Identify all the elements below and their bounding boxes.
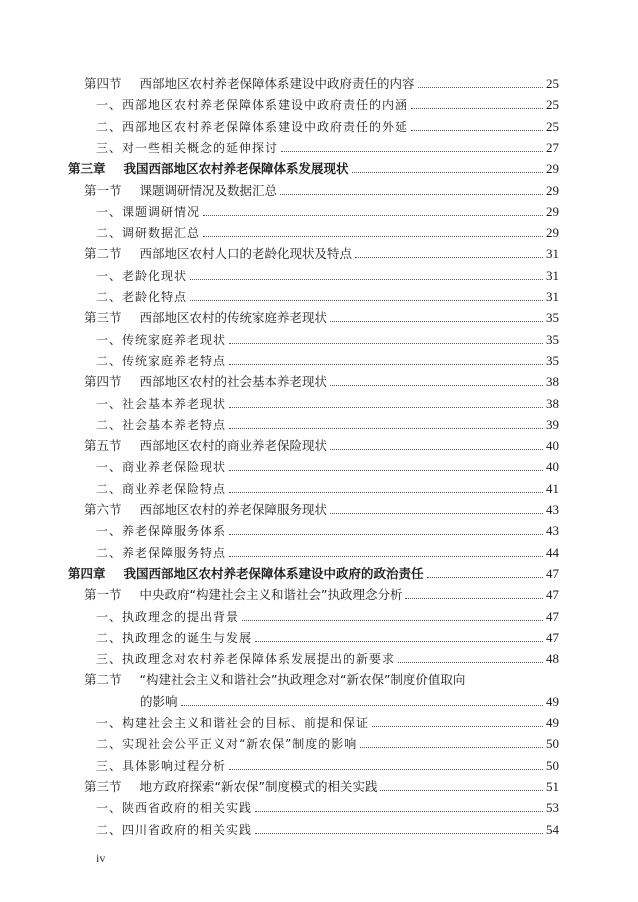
toc-entry-title: 一、西部地区农村养老保障体系建设中政府责任的内涵 [96,98,409,113]
toc-entry-text [96,545,226,561]
toc-entry-title: 二、执政理念的诞生与发展 [96,630,253,645]
toc-section-entry [84,775,559,795]
dot-leader [190,279,543,280]
toc-section-entry [84,370,559,390]
toc-entry-text [96,459,226,475]
toc-section-entry [140,690,559,710]
toc-entry-title: 三、执政理念对农村养老保障体系发展提出的新要求 [96,652,396,667]
toc-page-number: 35 [546,331,559,347]
toc-entry-number: 第三节 [84,778,122,794]
toc-entry-number: 第二节 [84,672,122,688]
toc-entry-title: 西部地区农村的社会基本养老现状 [139,374,328,390]
toc-page-number: 49 [546,693,559,709]
toc-entry-text [96,140,278,156]
toc-page-number: 38 [546,374,559,390]
toc-entry-title: 一、传统家庭养老现状 [96,332,227,347]
toc-page-number: 43 [546,502,559,517]
toc-entry-text [96,353,226,369]
toc-page-number: 25 [546,97,559,113]
toc-item-entry [96,221,559,241]
toc-page-number: 27 [546,139,559,155]
dot-leader [281,151,543,152]
toc-entry-text [84,587,402,603]
toc-section-entry [84,179,559,199]
toc-page-number: 43 [546,523,559,539]
toc-page-number: 31 [546,289,559,304]
toc-page-number: 47 [546,629,559,645]
toc-entry-title: 一、老龄化现状 [96,268,188,283]
toc-entry-text [96,396,226,412]
toc-entry-title: “构建社会主义和谐社会”执政理念对“新农保”制度价值取向 [139,672,466,688]
toc-entry-text [84,183,277,199]
toc-page-number: 50 [546,757,559,773]
toc-entry-number: 第三节 [84,310,122,326]
dot-leader [255,641,543,642]
dot-leader [229,769,543,770]
toc-page-number: 40 [546,438,559,454]
dot-leader [229,428,543,429]
toc-item-entry [96,647,559,667]
toc-section-entry [84,72,559,92]
toc-entry-title: 西部地区农村人口的老龄化现状及特点 [139,246,353,262]
toc-entry-text [96,800,252,816]
toc-item-entry [96,711,559,731]
toc-page-number: 35 [546,352,559,368]
dot-leader [411,130,543,131]
toc-item-entry [96,626,559,646]
toc-page-number: 54 [546,821,559,837]
toc-entry-title: 一、执政理念的提出背景 [96,609,240,624]
toc-item-entry [96,519,559,539]
toc-entry-text [84,76,415,92]
toc-section-entry [84,242,559,262]
toc-item-entry [96,136,559,156]
toc-page-number: 25 [546,118,559,134]
dot-leader [255,811,543,812]
toc-page-number: 35 [546,310,559,326]
dot-leader [229,492,543,493]
dot-leader [427,577,543,578]
toc-entry-title: 西部地区农村的养老保障服务现状 [139,502,328,517]
toc-entry-text [96,715,369,731]
toc-entry-text [96,417,226,433]
toc-item-entry [96,328,559,348]
toc-page-number: 51 [546,778,559,794]
toc-entry-title: 一、课题调研情况 [96,204,201,219]
toc-item-entry [96,455,559,475]
toc-item-entry [96,285,559,305]
toc-item-entry [96,413,559,433]
toc-page-number: 29 [546,203,559,219]
toc-entry-number: 第三章 [68,161,106,177]
toc-page-number: 31 [546,246,559,262]
toc-entry-text [84,502,327,518]
toc-entry-text [140,694,178,710]
toc-entry-text [96,736,357,752]
toc-entry-text [96,119,408,135]
toc-item-entry [96,605,559,625]
toc-entry-title: 一、养老保障服务体系 [96,524,227,539]
toc-entry-title: 西部地区农村的传统家庭养老现状 [139,310,328,326]
dot-leader [229,364,543,365]
dot-leader [372,726,543,727]
dot-leader [330,513,543,514]
toc-chapter-entry [68,157,559,177]
toc-entry-text [84,246,352,262]
dot-leader [330,321,543,322]
toc-entry-title: 一、商业养老保险现状 [96,460,227,475]
dot-leader [229,534,543,535]
toc-entry-text [84,374,327,390]
dot-leader [203,215,543,216]
toc-entry-number: 第二节 [84,246,122,262]
page-number-footer: iv [96,851,106,865]
toc-entry-title: 我国西部地区农村养老保障体系建设中政府的政治责任 [123,565,424,581]
toc-page-number: 47 [546,587,559,603]
toc-item-entry [96,541,559,561]
dot-leader [418,87,543,88]
toc-entry-text [96,822,252,838]
dot-leader [330,449,543,450]
toc-entry-title: 二、西部地区农村养老保障体系建设中政府责任的外延 [96,119,409,134]
toc-page-number: 29 [546,182,559,198]
toc-entry-text [96,630,252,646]
toc-entry-title: 二、传统家庭养老特点 [96,353,227,368]
toc-section-entry [84,306,559,326]
toc-entry-text [96,97,408,113]
dot-leader [190,300,543,301]
dot-leader [229,407,543,408]
toc-entry-number: 第五节 [84,438,122,454]
toc-entry-text [96,332,226,348]
toc-page-number: 38 [546,395,559,411]
dot-leader [280,194,543,195]
dot-leader [203,236,543,237]
toc-entry-title: 三、对一些相关概念的延伸探讨 [96,140,279,155]
toc-entry-title: 一、构建社会主义和谐社会的目标、前提和保证 [96,716,370,730]
dot-leader [229,470,543,471]
dot-leader [380,790,543,791]
toc-page-number: 29 [546,161,559,177]
toc-entry-text [96,481,226,497]
toc-chapter-entry [68,562,559,582]
toc-entry-title: 一、陕西省政府的相关实践 [96,801,253,816]
toc-page-number: 39 [546,416,559,432]
dot-leader [360,747,543,748]
toc-item-entry [96,818,559,838]
toc-item-entry [96,349,559,369]
toc-entry-title: 二、社会基本养老特点 [96,417,227,432]
toc-entry-title: 地方政府探索“新农保”制度模式的相关实践 [139,778,378,794]
dot-leader [255,833,543,834]
toc-entry-text [84,672,465,688]
dot-leader [355,257,543,258]
toc-entry-text [68,566,424,582]
toc-entry-title: 二、商业养老保险特点 [96,481,227,496]
toc-entry-title: 一、社会基本养老现状 [96,396,227,411]
toc-section-entry [84,434,559,454]
toc-page-number: 53 [546,800,559,816]
toc-page-number: 49 [546,715,559,730]
toc-item-entry [96,754,559,774]
toc-page-number: 47 [546,608,559,624]
toc-item-entry [96,115,559,135]
toc-section-entry [84,498,559,518]
toc-entry-title: 中央政府“构建社会主义和谐社会”执政理念分析 [139,587,403,603]
toc-item-entry [96,477,559,497]
dot-leader [242,620,543,621]
toc-entry-title: 二、养老保障服务特点 [96,545,227,560]
toc-page-number: 31 [546,267,559,283]
toc-entry-text [96,268,187,284]
dot-leader [405,598,543,599]
toc-page-number: 50 [546,736,559,752]
toc-page-number: 47 [546,565,559,581]
toc-entry-text [96,758,226,774]
toc-entry-title: 三、具体影响过程分析 [96,758,227,773]
toc-entry-text [96,609,239,625]
dot-leader [229,343,543,344]
toc-item-entry [96,264,559,284]
toc-entry-title: 课题调研情况及数据汇总 [139,182,278,198]
toc-entry-text [96,651,395,667]
dot-leader [181,705,543,706]
toc-entry-number: 第六节 [84,502,122,517]
toc-page-number: 48 [546,651,559,667]
toc-entry-number: 第一节 [84,587,122,603]
dot-leader [398,662,543,663]
toc-entry-title: 西部地区农村养老保障体系建设中政府责任的内容 [139,76,415,91]
toc-entry-text [96,204,200,220]
toc-item-entry [96,392,559,412]
toc-item-entry [96,200,559,220]
toc-entry-text [96,289,187,305]
toc-entry-text [96,225,200,241]
toc-item-entry [96,732,559,752]
toc-entry-number: 第四章 [68,565,106,581]
toc-entry-number: 第四节 [84,76,122,91]
toc-section-entry [84,668,559,688]
toc-entry-number: 第一节 [84,182,122,198]
toc-entry-text [96,523,226,539]
toc-page-number: 44 [546,544,559,560]
toc-page-number: 40 [546,459,559,475]
toc-entry-title: 二、调研数据汇总 [96,226,201,241]
toc-entry-title: 我国西部地区农村养老保障体系发展现状 [123,161,349,177]
toc-item-entry [96,796,559,816]
toc-entry-text [84,310,327,326]
toc-item-entry [96,93,559,113]
dot-leader [411,108,543,109]
toc-entry-text [84,779,377,795]
toc-entry-text [84,438,327,454]
toc-entry-number: 第四节 [84,374,122,390]
dot-leader [229,556,543,557]
dot-leader [352,172,543,173]
toc-entry-text [68,161,349,177]
toc-page-number: 41 [546,480,559,496]
toc-entry-title: 的影响 [140,693,178,709]
toc-entry-title: 二、老龄化特点 [96,290,188,304]
toc-entry-title: 二、实现社会公平正义对“新农保”制度的影响 [96,737,358,752]
dot-leader [330,385,543,386]
toc-page-number: 29 [546,225,559,241]
toc-page-number: 25 [546,76,559,91]
toc-entry-title: 二、四川省政府的相关实践 [96,822,253,837]
toc-entry-title: 西部地区农村的商业养老保险现状 [139,438,328,454]
toc-section-entry [84,583,559,603]
